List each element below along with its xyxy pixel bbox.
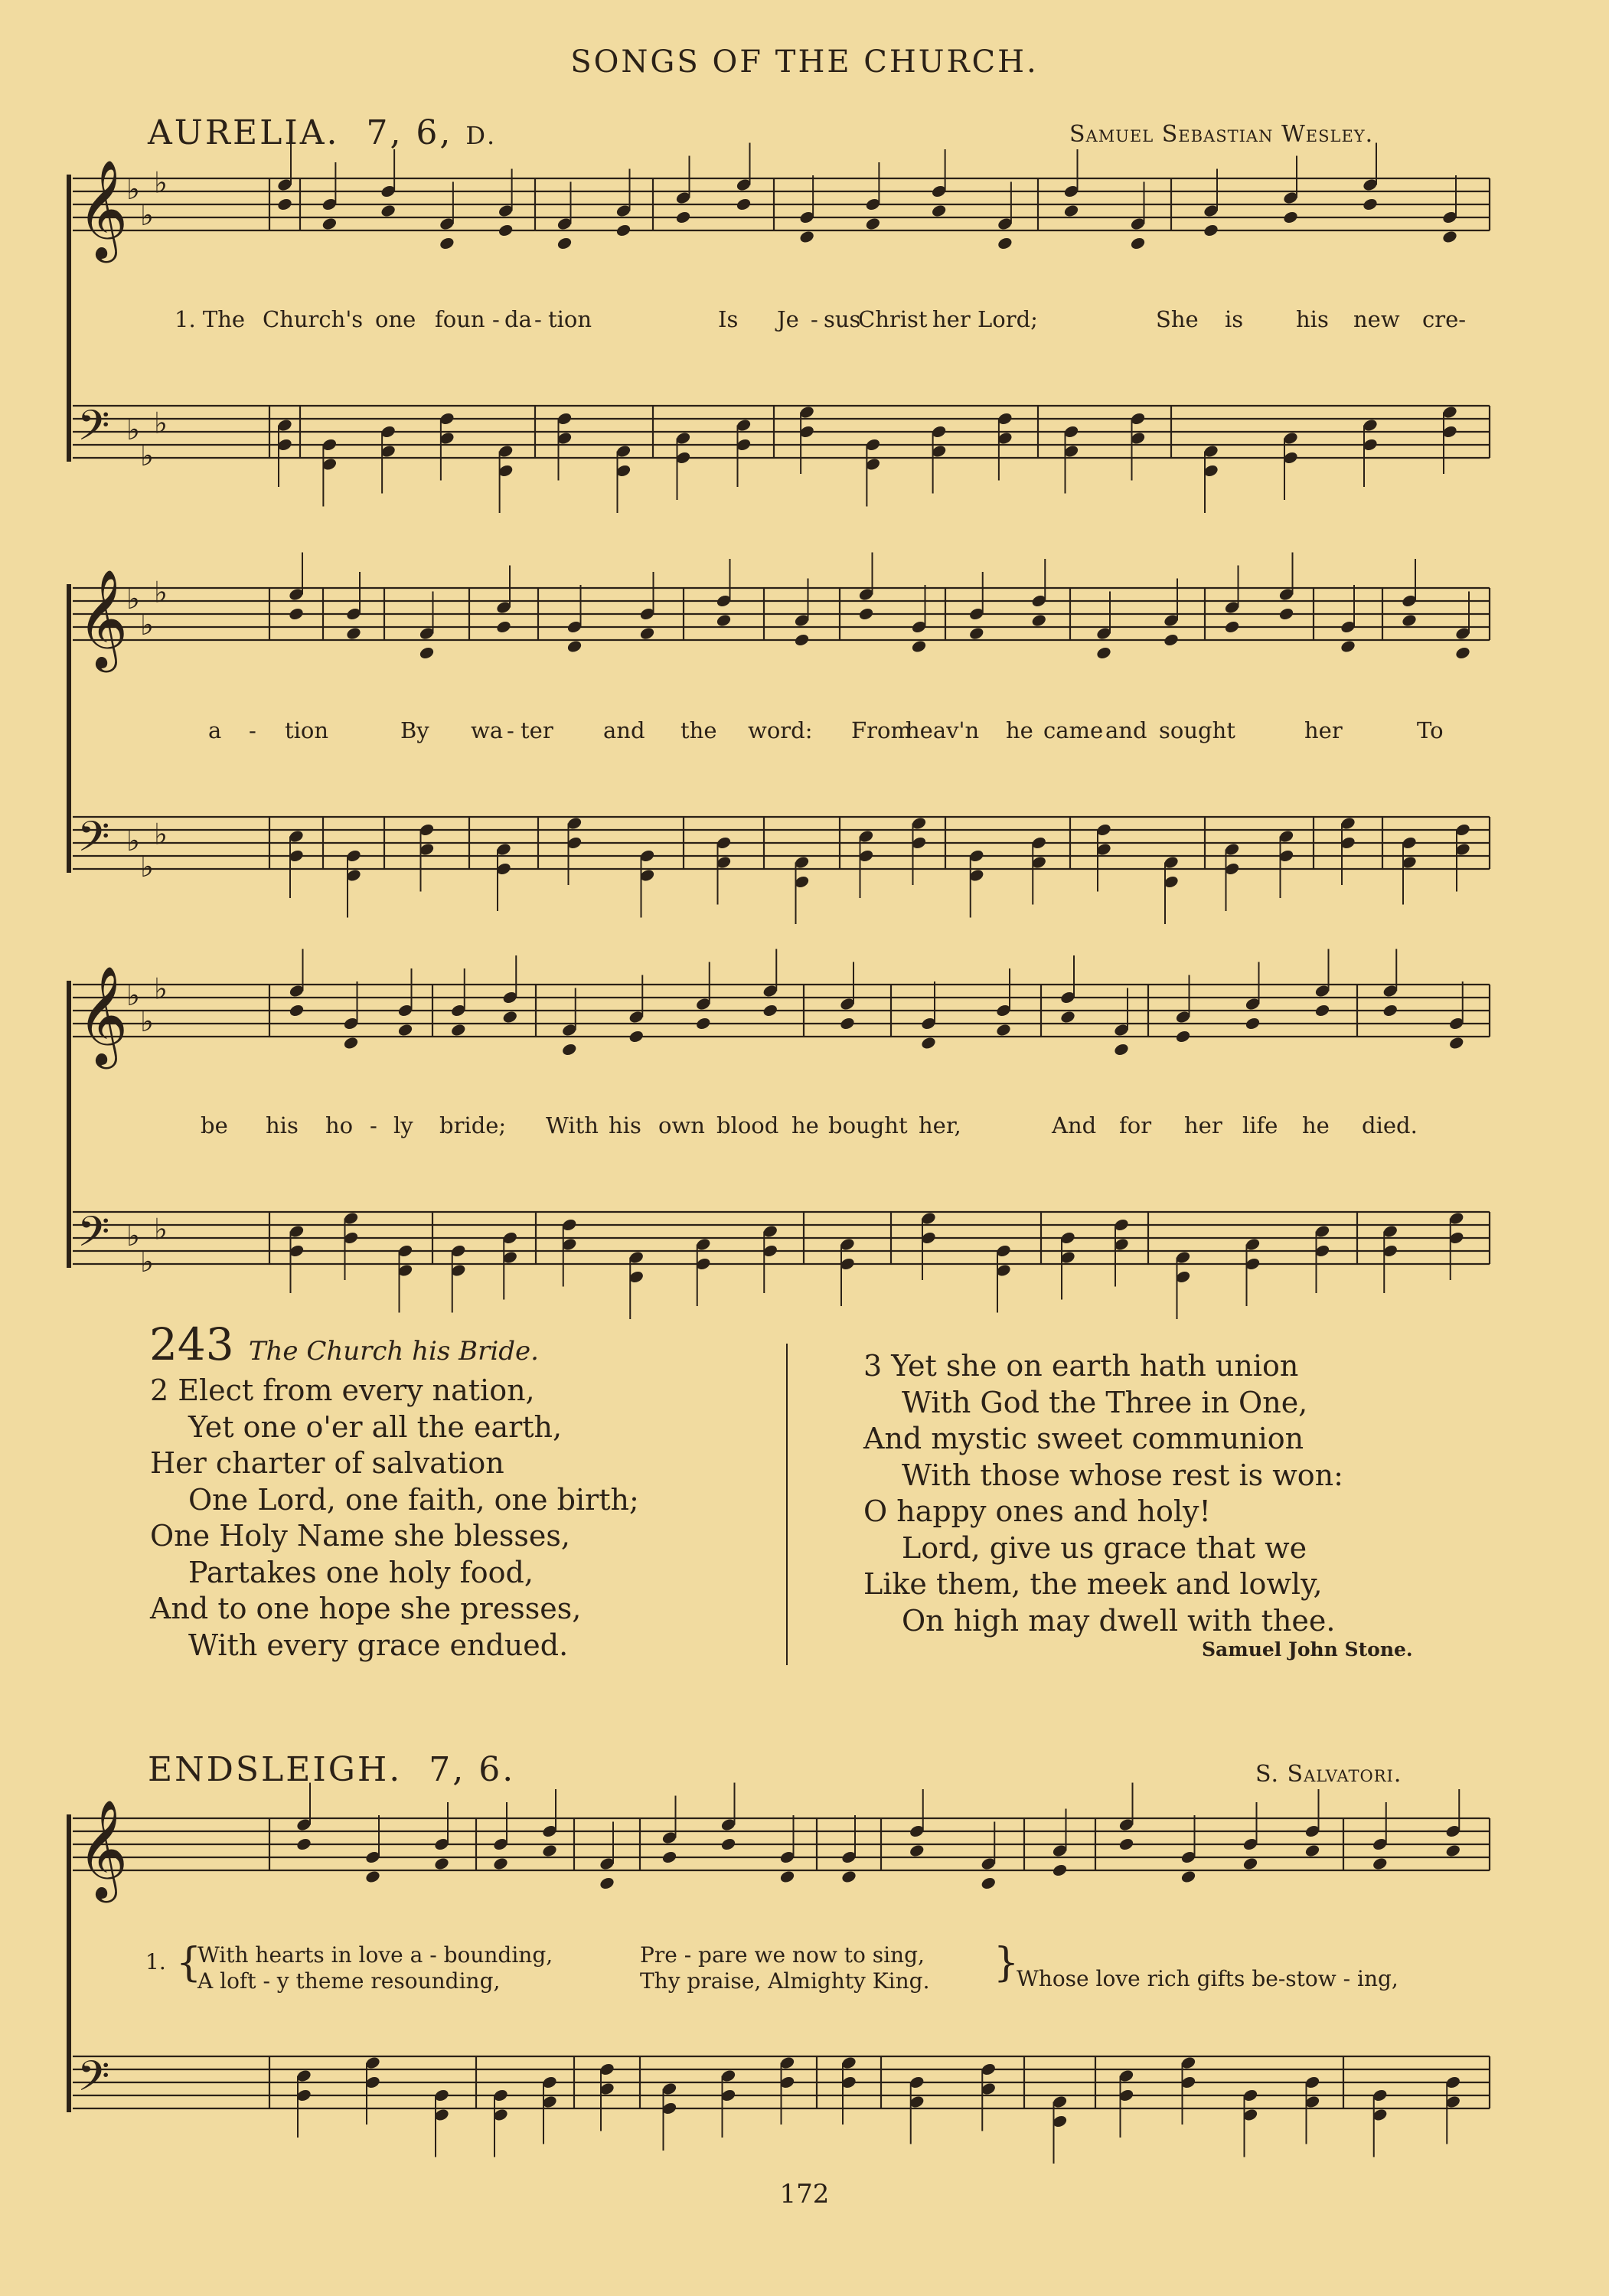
verse-line: 3 Yet she on earth hath union [863, 1349, 1299, 1383]
syllable: ter [521, 717, 553, 743]
svg-text:♭: ♭ [140, 1004, 154, 1038]
syllable: one [375, 306, 416, 332]
syllable: Lord; [977, 306, 1038, 332]
page-number: 172 [779, 2179, 830, 2209]
syllable: he [1006, 717, 1033, 743]
svg-text:𝄢: 𝄢 [77, 1207, 110, 1266]
lyric-line: A loft - y theme resounding, [197, 1968, 501, 1994]
svg-text:𝄢: 𝄢 [77, 2052, 110, 2111]
syllable: wa [471, 717, 504, 743]
svg-text:♭: ♭ [140, 608, 154, 642]
syllable: his [609, 1112, 641, 1138]
composer-salvatori: S. Salvatori. [1255, 1761, 1402, 1788]
syllable: - [507, 717, 514, 743]
svg-text:♭: ♭ [154, 165, 168, 200]
syllable: he [1302, 1112, 1330, 1138]
verse-line: Like them, the meek and lowly, [863, 1567, 1323, 1601]
lyric-block-b [640, 1942, 929, 1994]
syllable: sought [1159, 717, 1235, 743]
syllable: life [1242, 1112, 1278, 1138]
syllable: And [1052, 1112, 1097, 1138]
verse-number: 1. [145, 1949, 166, 1974]
lyric-line: With hearts in love a - bounding, [197, 1942, 553, 1968]
syllable: and [603, 717, 645, 743]
syllable: Christ [858, 306, 928, 332]
syllable: her [932, 306, 971, 332]
verse-line: One Holy Name she blesses, [150, 1519, 570, 1553]
syllable: be [201, 1112, 228, 1138]
verse-line: O happy ones and holy! [863, 1494, 1211, 1528]
lyric-line: Pre - pare we now to sing, [640, 1942, 925, 1968]
syllable: With [546, 1112, 599, 1138]
brace-left: { [176, 1940, 202, 1986]
svg-text:♭: ♭ [126, 1219, 140, 1253]
hymn-author: Samuel John Stone. [1202, 1638, 1413, 1661]
tune-name: ENDSLEIGH. [148, 1750, 403, 1789]
syllable: tion [548, 306, 592, 332]
svg-text:♭: ♭ [154, 1212, 168, 1246]
syllable: - [370, 1112, 377, 1138]
svg-text:𝄞: 𝄞 [77, 159, 129, 259]
syllable: he [791, 1112, 819, 1138]
svg-text:♭: ♭ [126, 172, 140, 206]
syllable: her [1304, 717, 1343, 743]
syllable: - [811, 306, 818, 332]
svg-text:♭: ♭ [140, 850, 154, 883]
page-header: SONGS OF THE CHURCH. [570, 44, 1039, 80]
verse-line: With those whose rest is won: [902, 1458, 1343, 1492]
syllable: word: [748, 717, 813, 743]
svg-text:♭: ♭ [154, 575, 168, 609]
tune-name: AURELIA. [148, 113, 340, 152]
svg-text:𝄢: 𝄢 [77, 401, 110, 460]
syllable: came [1043, 717, 1104, 743]
syllable: Church's [263, 306, 364, 332]
svg-text:♭: ♭ [126, 413, 140, 446]
tune-meter: 7, 6, [366, 113, 453, 152]
syllable: sus [824, 306, 861, 332]
syllable: bought [828, 1112, 908, 1138]
svg-text:♭: ♭ [140, 198, 154, 232]
syllable: is [1225, 306, 1244, 332]
syllable: - [249, 717, 256, 743]
verse-line: 2 Elect from every nation, [150, 1373, 535, 1407]
svg-text:♭: ♭ [126, 824, 140, 857]
verse-line: One Lord, one faith, one birth; [188, 1482, 639, 1517]
syllable: From [851, 717, 912, 743]
brace-right: } [994, 1940, 1020, 1986]
lyric-line-c: Whose love rich gifts be-stow - ing, [1017, 1966, 1398, 1991]
syllable: tion [285, 717, 329, 743]
syllable: heav'n [906, 717, 980, 743]
syllable: her [1184, 1112, 1222, 1138]
syllable: own [658, 1112, 705, 1138]
verse-line: Partakes one holy food, [188, 1555, 534, 1589]
tune-meter-suffix: D. [465, 121, 498, 150]
composer-wesley: Samuel Sebastian Wesley. [1069, 121, 1374, 148]
syllable: - [492, 306, 500, 332]
verse-line: With God the Three in One, [902, 1385, 1308, 1419]
lyric-line: Thy praise, Almighty King. [640, 1968, 930, 1994]
syllable: To [1417, 717, 1444, 743]
hymn-number: 243 [149, 1318, 234, 1370]
syllable: and [1105, 717, 1147, 743]
svg-text:𝄞: 𝄞 [77, 1799, 129, 1899]
syllable: She [1156, 306, 1199, 332]
svg-text:♭: ♭ [126, 582, 140, 616]
syllable: By [400, 717, 429, 743]
svg-text:♭: ♭ [140, 439, 154, 472]
verse-line: Yet one o'er all the earth, [188, 1409, 563, 1444]
syllable: bride; [439, 1112, 507, 1138]
syllable: died. [1362, 1112, 1418, 1138]
hymn-title: The Church his Bride. [248, 1336, 539, 1367]
syllable: her, [919, 1112, 961, 1138]
verse-line: On high may dwell with thee. [902, 1603, 1336, 1638]
syllable: for [1119, 1112, 1152, 1138]
syllable: foun [435, 306, 485, 332]
syllable: ly [393, 1112, 413, 1138]
syllable: blood [716, 1112, 779, 1138]
svg-text:♭: ♭ [140, 1245, 154, 1279]
svg-text:♭: ♭ [154, 817, 168, 851]
syllable: his [266, 1112, 299, 1138]
syllable: the [680, 717, 717, 743]
syllable: his [1296, 306, 1329, 332]
tune-meter: 7, 6. [429, 1750, 516, 1789]
syllable: da [504, 306, 532, 332]
svg-text:𝄞: 𝄞 [77, 965, 129, 1065]
svg-text:♭: ♭ [154, 406, 168, 440]
svg-text:♭: ♭ [126, 978, 140, 1012]
syllable: Is [718, 306, 739, 332]
verse-line: And mystic sweet communion [863, 1422, 1304, 1455]
svg-text:♭: ♭ [154, 972, 168, 1006]
lyric-block-a [197, 1942, 553, 1994]
svg-text:𝄢: 𝄢 [77, 812, 110, 871]
syllable: ho [325, 1112, 354, 1138]
syllable: a [208, 717, 222, 743]
syllable: - [534, 306, 542, 332]
syllable: Je [777, 306, 799, 332]
svg-text:𝄞: 𝄞 [77, 569, 129, 668]
verse-line: And to one hope she presses, [150, 1592, 582, 1625]
syllable: cre- [1422, 306, 1467, 332]
verse-line: Her charter of salvation [150, 1446, 504, 1480]
syllable: new [1353, 306, 1400, 332]
syllable: 1. The [175, 306, 246, 332]
verse-line: With every grace endued. [188, 1628, 569, 1662]
verse-line: Lord, give us grace that we [902, 1530, 1307, 1565]
